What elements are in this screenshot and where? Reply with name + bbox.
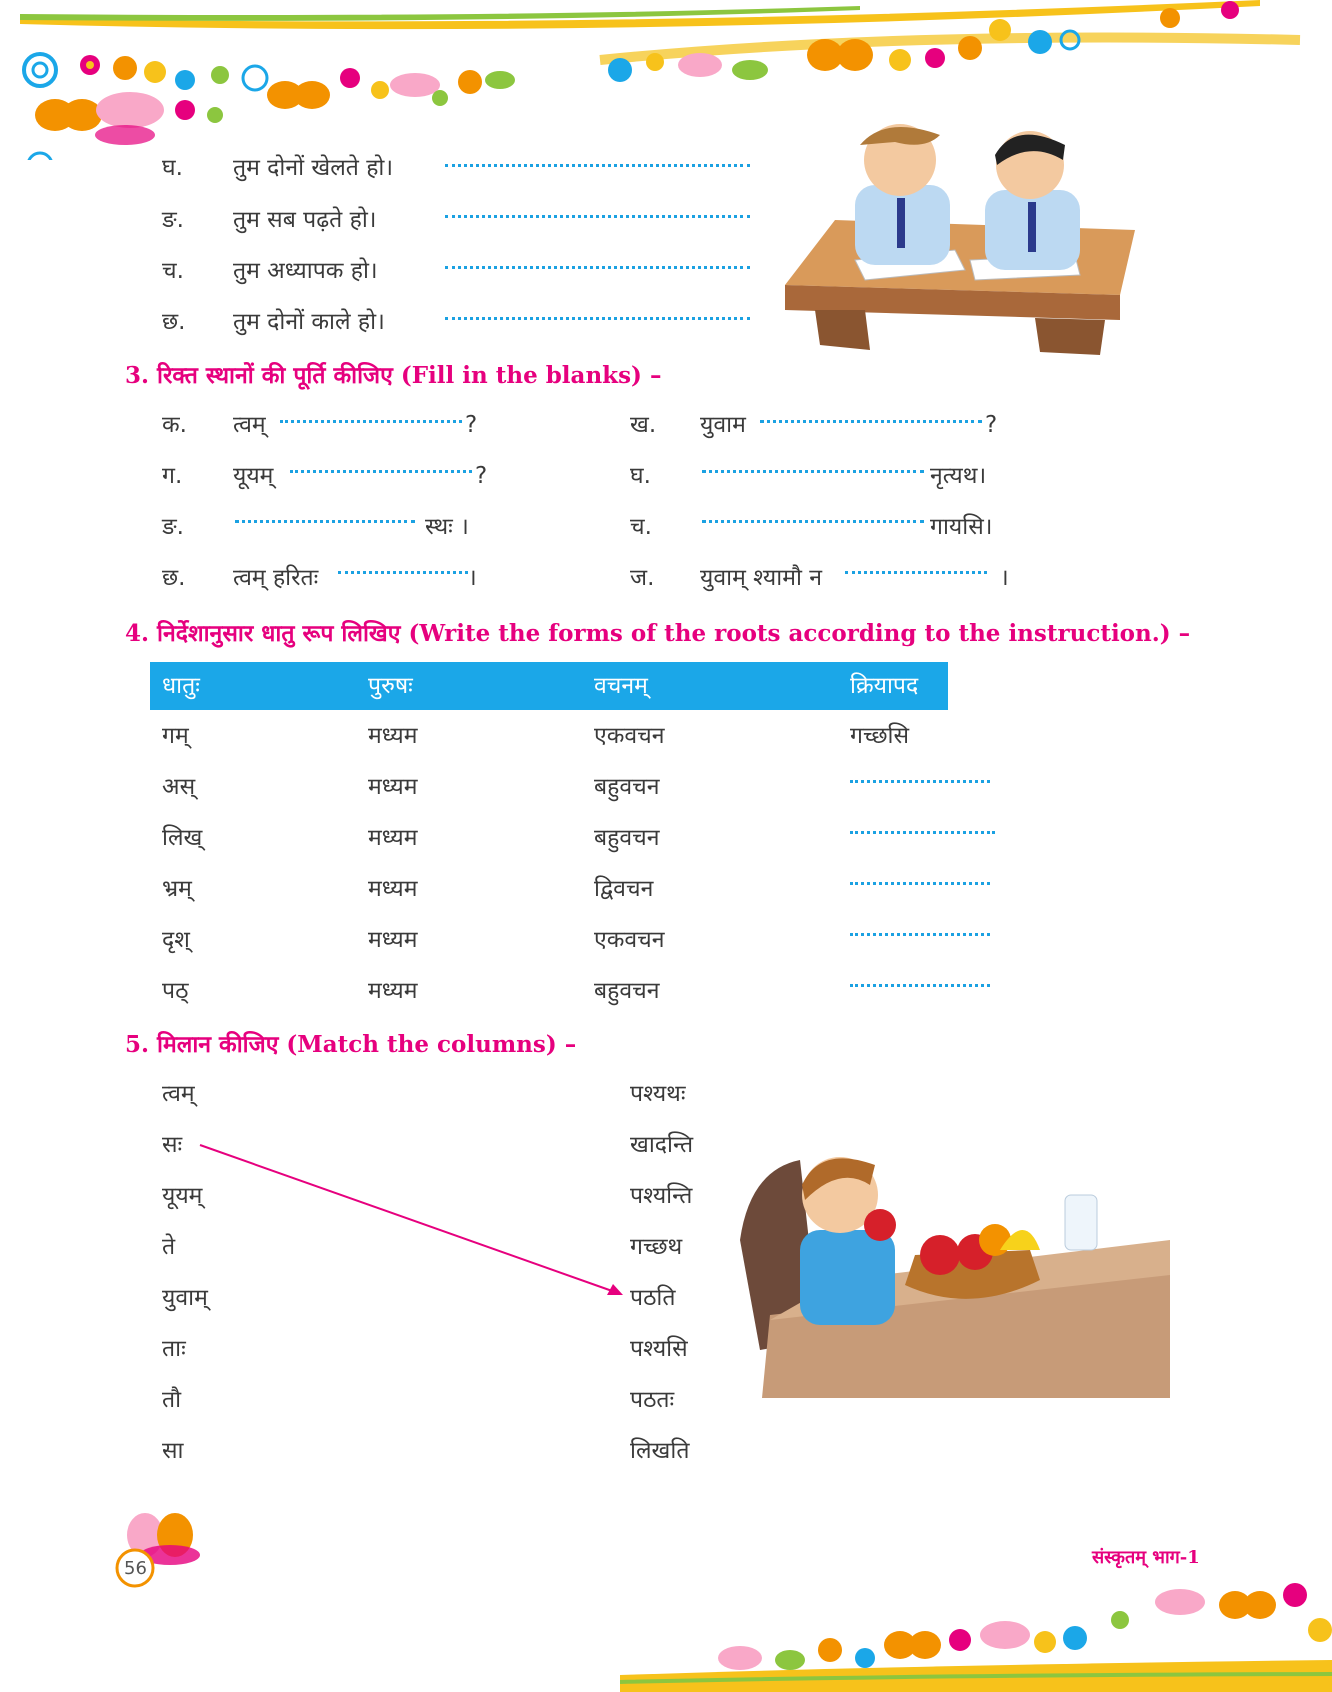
blank-item-text: त्वम् <box>233 412 266 438</box>
match-right-item: लिखति <box>630 1438 690 1464</box>
match-left-item: सः <box>162 1132 183 1158</box>
ex2-row-label: छ. <box>162 309 186 335</box>
blank-item-suffix: नृत्यथ। <box>930 463 987 489</box>
verb-form-blank[interactable] <box>850 831 995 834</box>
roots-table-header <box>150 662 948 710</box>
blank-item-suffix: ? <box>465 412 478 438</box>
exercise-4-heading: 4. निर्देशानुसार धातु रूप लिखिए (Write the forms of the roots according to the instruction.) – <box>125 620 1191 647</box>
column-header-person: पुरुषः <box>368 673 413 699</box>
table-cell-root: गम् <box>162 723 189 749</box>
fill-blank[interactable] <box>702 470 924 473</box>
ex2-row-label: ङ. <box>162 207 184 233</box>
column-header-verb-form: क्रियापद <box>850 673 919 699</box>
table-cell-root: भ्रम् <box>162 876 192 902</box>
match-right-item: पश्यन्ति <box>630 1183 693 1209</box>
blank-item-text: त्वम् हरितः <box>233 565 319 591</box>
match-left-item: ताः <box>162 1336 186 1362</box>
book-title: संस्कृतम् भाग-1 <box>1092 1547 1200 1568</box>
blank-item-suffix: ? <box>475 463 488 489</box>
match-right-item: पठतः <box>630 1387 675 1413</box>
ex2-answer-blank[interactable] <box>445 215 750 218</box>
blank-item-suffix: गायसि। <box>930 514 993 540</box>
verb-form-blank[interactable] <box>850 780 990 783</box>
blank-item-suffix: । <box>468 565 477 591</box>
match-left-item: सा <box>162 1438 184 1464</box>
blank-item-text: यूयम् <box>233 463 274 489</box>
blank-item-label: ङ. <box>162 514 184 540</box>
fill-blank[interactable] <box>280 420 462 423</box>
table-cell-person: मध्यम <box>368 723 418 749</box>
match-left-item: युवाम् <box>162 1285 208 1311</box>
fill-blank[interactable] <box>235 520 415 523</box>
blank-item-label: क. <box>162 412 187 438</box>
table-cell-root: दृश् <box>162 927 190 953</box>
ex2-answer-blank[interactable] <box>445 266 750 269</box>
blank-item-label: छ. <box>162 565 186 591</box>
table-cell-number: बहुवचन <box>594 774 660 800</box>
example-match-arrow <box>195 1135 635 1305</box>
table-cell-number: बहुवचन <box>594 978 660 1004</box>
table-cell-number: एकवचन <box>594 723 665 749</box>
ex2-answer-blank[interactable] <box>445 317 750 320</box>
ex2-answer-blank[interactable] <box>445 164 750 167</box>
page-number: 56 <box>124 1558 147 1579</box>
fill-blank[interactable] <box>290 470 472 473</box>
verb-form-blank[interactable] <box>850 984 990 987</box>
table-cell-root: लिख् <box>162 825 203 851</box>
blank-item-text: युवाम <box>700 412 746 438</box>
ex2-row-text: तुम दोनों खेलते हो। <box>233 155 394 181</box>
match-right-item: पश्यसि <box>630 1336 688 1362</box>
fill-blank[interactable] <box>760 420 982 423</box>
column-header-root: धातुः <box>162 673 200 699</box>
verb-form-blank[interactable] <box>850 933 990 936</box>
ex2-row-label: घ. <box>162 155 183 181</box>
ex2-row-text: तुम सब पढ़ते हो। <box>233 207 377 233</box>
table-cell-number: द्विवचन <box>594 876 654 902</box>
ex2-row-text: तुम दोनों काले हो। <box>233 309 385 335</box>
table-cell-person: मध्यम <box>368 927 418 953</box>
blank-item-suffix: । <box>1000 565 1009 591</box>
blank-item-suffix: ? <box>985 412 998 438</box>
table-cell-person: मध्यम <box>368 876 418 902</box>
blank-item-label: ज. <box>630 565 655 591</box>
blank-item-text: युवाम् श्यामौ न <box>700 565 823 591</box>
match-left-item: यूयम् <box>162 1183 203 1209</box>
blank-item-suffix: स्थः । <box>425 514 469 540</box>
table-cell-root: पठ् <box>162 978 189 1004</box>
table-cell-root: अस् <box>162 774 196 800</box>
match-left-item: ते <box>162 1234 176 1260</box>
match-left-item: तौ <box>162 1387 182 1413</box>
ex2-row-label: च. <box>162 258 184 284</box>
table-cell-verb-form: गच्छसि <box>850 723 910 749</box>
boy-eating-illustration <box>740 1140 1170 1400</box>
fill-blank[interactable] <box>338 571 468 574</box>
match-right-item: गच्छथ <box>630 1234 683 1260</box>
fill-blank[interactable] <box>845 571 987 574</box>
match-left-item: त्वम् <box>162 1081 195 1107</box>
exercise-5-heading: 5. मिलान कीजिए (Match the columns) – <box>125 1031 577 1058</box>
table-cell-number: बहुवचन <box>594 825 660 851</box>
ex2-row-text: तुम अध्यापक हो। <box>233 258 378 284</box>
verb-form-blank[interactable] <box>850 882 990 885</box>
table-cell-person: मध्यम <box>368 774 418 800</box>
match-right-item: पठति <box>630 1285 676 1311</box>
table-cell-person: मध्यम <box>368 978 418 1004</box>
match-right-item: पश्यथः <box>630 1081 686 1107</box>
column-header-number: वचनम् <box>594 673 648 699</box>
blank-item-label: ख. <box>630 412 657 438</box>
exercise-3-heading: 3. रिक्त स्थानों की पूर्ति कीजिए (Fill in the blanks) – <box>125 362 662 389</box>
bottom-decoration <box>620 1580 1332 1692</box>
fill-blank[interactable] <box>702 520 924 523</box>
blank-item-label: ग. <box>162 463 183 489</box>
blank-item-label: घ. <box>630 463 651 489</box>
table-cell-person: मध्यम <box>368 825 418 851</box>
table-cell-number: एकवचन <box>594 927 665 953</box>
boys-reading-illustration <box>775 120 1145 360</box>
blank-item-label: च. <box>630 514 652 540</box>
match-right-item: खादन्ति <box>630 1132 694 1158</box>
